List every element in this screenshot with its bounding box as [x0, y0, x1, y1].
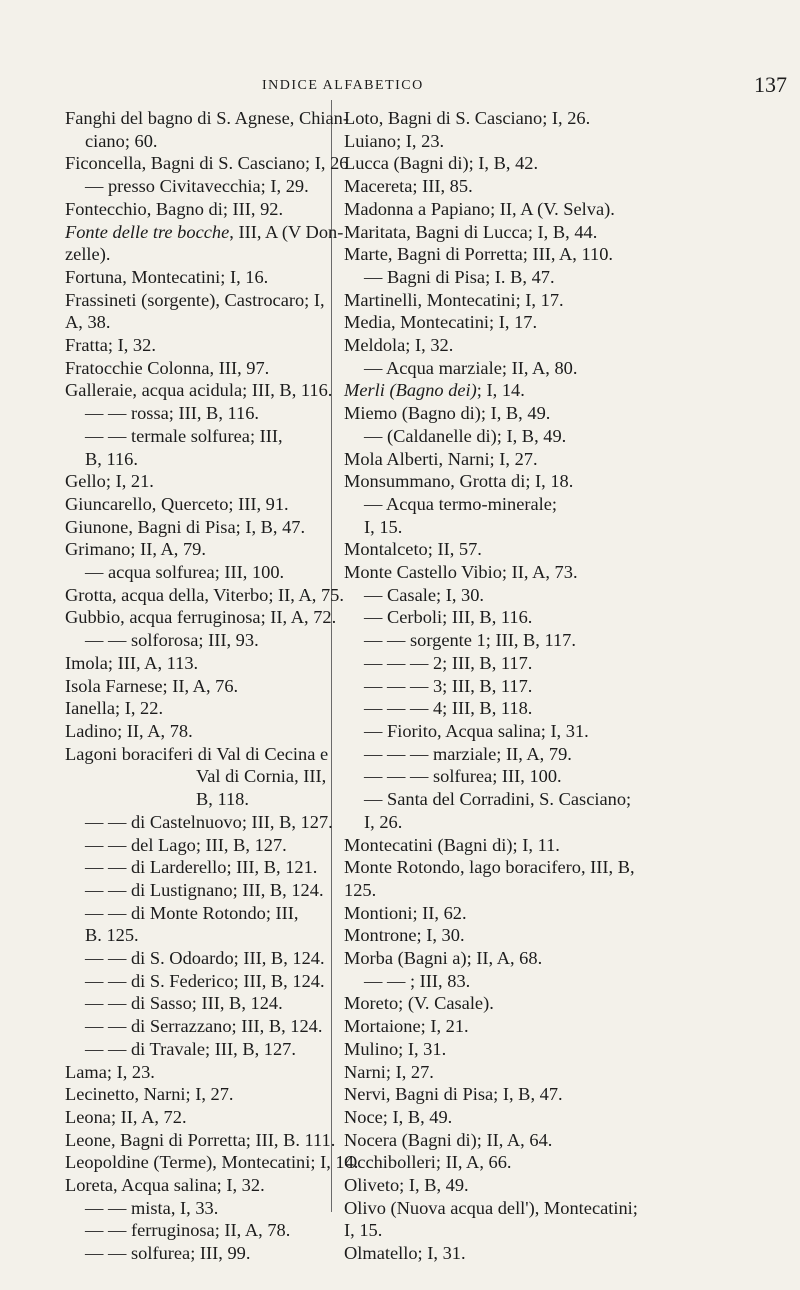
index-entry: Loreta, Acqua salina; I, 32. — [65, 1175, 265, 1196]
entry-italic-term: Merli (Bagno dei) — [344, 380, 477, 401]
index-entry: B, 116. — [85, 448, 138, 469]
index-entry: Nocera (Bagni di); II, A, 64. — [344, 1129, 553, 1150]
page-header — [0, 72, 800, 96]
index-entry: Morba (Bagni a); II, A, 68. — [344, 948, 543, 969]
index-entry: — Casale; I, 30. — [364, 584, 485, 605]
index-entry: ciano; 60. — [85, 130, 158, 151]
index-entry: — — ferruginosa; II, A, 78. — [85, 1220, 291, 1241]
index-entry: Lagoni boraciferi di Val di Cecina e — [65, 743, 329, 764]
index-entry: — — — 2; III, B, 117. — [364, 652, 533, 673]
index-entry: Ianella; I, 22. — [65, 698, 164, 719]
index-entry: Fonte delle tre bocche, III, A (V Don- — [65, 221, 344, 242]
index-entry: — — di Serrazzano; III, B, 124. — [85, 1016, 323, 1037]
index-entry: Monte Castello Vibio; II, A, 73. — [344, 562, 578, 583]
index-entry: Luiano; I, 23. — [344, 130, 445, 151]
index-entry: Marte, Bagni di Porretta; III, A, 110. — [344, 244, 613, 265]
index-entry: Giunone, Bagni di Pisa; I, B, 47. — [65, 516, 306, 537]
index-entry: Grimano; II, A, 79. — [65, 539, 206, 560]
index-entry: Monsummano, Grotta di; I, 18. — [344, 471, 574, 492]
index-entry: Moreto; (V. Casale). — [344, 993, 494, 1014]
entry-italic-term: Fonte delle tre bocche — [65, 221, 230, 242]
index-entry: — Acqua marziale; II, A, 80. — [364, 357, 578, 378]
index-entry: — — sorgente 1; III, B, 117. — [364, 630, 576, 651]
index-entry: Olmatello; I, 31. — [344, 1243, 466, 1264]
index-entry: — — ; III, 83. — [364, 970, 471, 991]
index-entry: — — — 3; III, B, 117. — [364, 675, 533, 696]
index-entry: — Santa del Corradini, S. Casciano; — [364, 789, 632, 810]
index-entry: — Fiorito, Acqua salina; I, 31. — [364, 720, 589, 741]
index-entry: Leopoldine (Terme), Montecatini; I, 14. — [65, 1152, 359, 1173]
index-entry: Fratta; I, 32. — [65, 335, 156, 356]
index-entry: Meldola; I, 32. — [344, 335, 454, 356]
index-entry: — — solforosa; III, 93. — [85, 630, 259, 651]
index-entry: — — di Sasso; III, B, 124. — [85, 993, 283, 1014]
index-entry: Mola Alberti, Narni; I, 27. — [344, 448, 538, 469]
index-entry: Fortuna, Montecatini; I, 16. — [65, 266, 269, 287]
index-entry: — — di S. Federico; III, B, 124. — [85, 970, 325, 991]
index-entry: Fanghi del bagno di S. Agnese, Chian- — [65, 108, 350, 128]
index-entry: Olivo (Nuova acqua dell'), Montecatini; — [344, 1197, 638, 1218]
index-entry: Loto, Bagni di S. Casciano; I, 26. — [344, 108, 591, 128]
index-entry: Galleraie, acqua acidula; III, B, 116. — [65, 380, 333, 401]
index-entry: — — di Travale; III, B, 127. — [85, 1038, 296, 1059]
index-entry: I, 15. — [364, 516, 403, 537]
index-entry: I, 26. — [364, 811, 403, 832]
index-entry: Maritata, Bagni di Lucca; I, B, 44. — [344, 221, 598, 242]
index-entry: B, 118. — [196, 789, 249, 810]
index-entry: — — — solfurea; III, 100. — [364, 766, 562, 787]
index-column-right — [344, 107, 754, 1265]
index-entry: Mulino; I, 31. — [344, 1038, 447, 1059]
index-entry: — — termale solfurea; III, — [85, 425, 283, 446]
index-entry: B. 125. — [85, 925, 139, 946]
index-entry: Monte Rotondo, lago boracifero, III, B, — [344, 857, 635, 878]
index-entry: Val di Cornia, III, — [196, 766, 327, 787]
index-entry: Gubbio, acqua ferruginosa; II, A, 72. — [65, 607, 337, 628]
index-entry: Ladino; II, A, 78. — [65, 720, 193, 741]
index-entry: Merli (Bagno dei); I, 14. — [344, 380, 525, 401]
index-entry: Leone, Bagni di Porretta; III, B. 111. — [65, 1129, 336, 1150]
index-entry: — Bagni di Pisa; I. B, 47. — [364, 266, 555, 287]
index-entry: Giuncarello, Querceto; III, 91. — [65, 493, 289, 514]
index-entry: Montrone; I, 30. — [344, 925, 465, 946]
index-entry: — — di Monte Rotondo; III, — [85, 902, 299, 923]
index-entry: Oliveto; I, B, 49. — [344, 1175, 469, 1196]
index-entry: Gello; I, 21. — [65, 471, 154, 492]
index-entry: Lucca (Bagni di); I, B, 42. — [344, 153, 539, 174]
index-entry: — — del Lago; III, B, 127. — [85, 834, 287, 855]
index-entry: — — solfurea; III, 99. — [85, 1243, 251, 1264]
index-entry: Macereta; III, 85. — [344, 176, 473, 197]
index-entry: — — rossa; III, B, 116. — [85, 403, 260, 424]
running-title: INDICE ALFABETICO — [262, 78, 424, 93]
index-entry: Miemo (Bagno di); I, B, 49. — [344, 403, 551, 424]
index-entry: — (Caldanelle di); I, B, 49. — [364, 425, 567, 446]
index-entry: 125. — [344, 879, 377, 900]
index-entry: — Cerboli; III, B, 116. — [364, 607, 533, 628]
index-entry: Lama; I, 23. — [65, 1061, 155, 1082]
index-entry: A, 38. — [65, 312, 111, 333]
index-entry: — — mista, I, 33. — [85, 1197, 219, 1218]
index-entry: — — — 4; III, B, 118. — [364, 698, 533, 719]
index-entry: Grotta, acqua della, Viterbo; II, A, 75. — [65, 584, 344, 605]
index-entry: Lecinetto, Narni; I, 27. — [65, 1084, 234, 1105]
index-entry: Narni; I, 27. — [344, 1061, 434, 1082]
index-entry: Fratocchie Colonna, III, 97. — [65, 357, 270, 378]
index-entry: Noce; I, B, 49. — [344, 1106, 453, 1127]
index-entry: Montalceto; II, 57. — [344, 539, 482, 560]
index-entry: Martinelli, Montecatini; I, 17. — [344, 289, 564, 310]
index-entry: Isola Farnese; II, A, 76. — [65, 675, 239, 696]
index-entry: Fontecchio, Bagno di; III, 92. — [65, 198, 284, 219]
index-entry: — presso Civitavecchia; I, 29. — [85, 176, 309, 197]
index-entry: Montioni; II, 62. — [344, 902, 467, 923]
index-entry: zelle). — [65, 244, 111, 265]
index-entry: Media, Montecatini; I, 17. — [344, 312, 538, 333]
index-entry: — — di Larderello; III, B, 121. — [85, 857, 318, 878]
index-entry: I, 15. — [344, 1220, 383, 1241]
index-entry: Imola; III, A, 113. — [65, 652, 199, 673]
index-entry: — — di Castelnuovo; III, B, 127. — [85, 811, 333, 832]
index-entry: Occhibolleri; II, A, 66. — [344, 1152, 512, 1173]
index-entry: Leona; II, A, 72. — [65, 1106, 187, 1127]
index-entry: Ficoncella, Bagni di S. Casciano; I, 26 — [65, 153, 349, 174]
index-entry: — — di Lustignano; III, B, 124. — [85, 879, 324, 900]
index-entry: Nervi, Bagni di Pisa; I, B, 47. — [344, 1084, 563, 1105]
index-entry: Frassineti (sorgente), Castrocaro; I, — [65, 289, 325, 310]
page-number: 137 — [754, 72, 787, 97]
index-entry: Mortaione; I, 21. — [344, 1016, 469, 1037]
index-entry: — Acqua termo-minerale; — [364, 493, 558, 514]
index-entry: Madonna a Papiano; II, A (V. Selva). — [344, 198, 615, 219]
index-entry: — — — marziale; II, A, 79. — [364, 743, 572, 764]
index-column-left — [65, 107, 359, 1265]
index-entry: Montecatini (Bagni di); I, 11. — [344, 834, 560, 855]
index-entry: — acqua solfurea; III, 100. — [85, 562, 285, 583]
index-entry: — — di S. Odoardo; III, B, 124. — [85, 948, 325, 969]
